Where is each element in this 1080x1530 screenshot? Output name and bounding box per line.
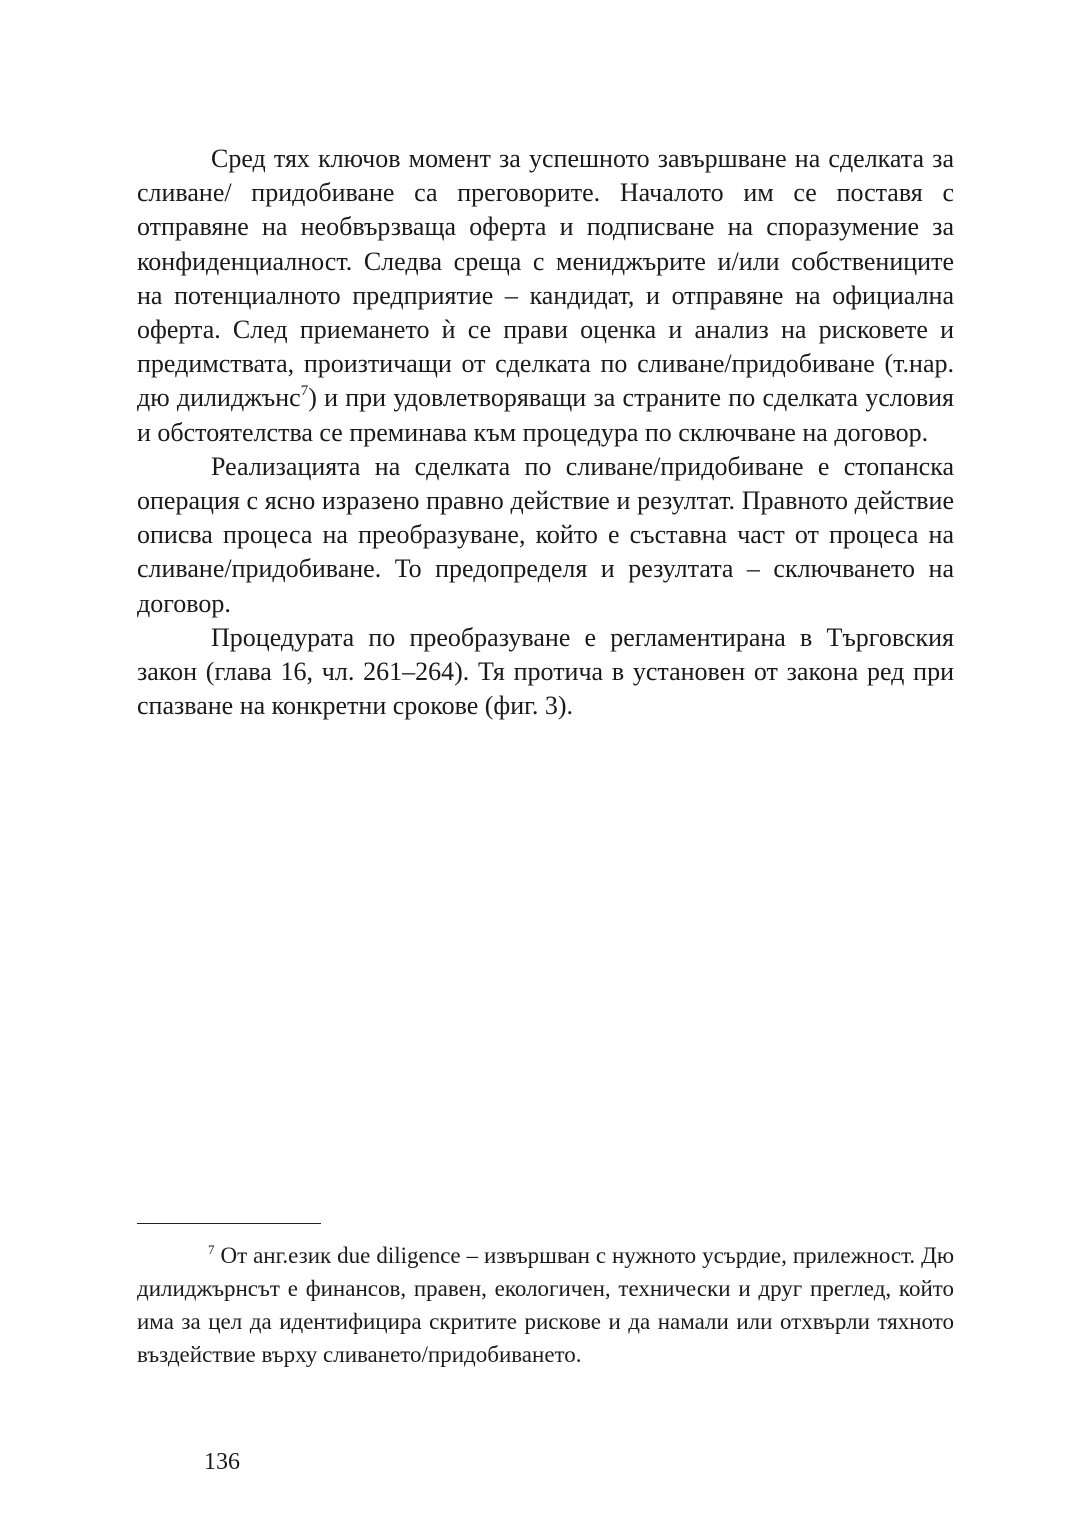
paragraph-procedure: Процедурата по преобразуване е регламентирана в Търговския закон (глава 16, чл. 261–264). Тя протича в установен от закона ред при спазване на конкретни срокове (фиг. 3).: [137, 622, 954, 721]
footnote-number: 7: [208, 1242, 215, 1257]
footnote: [137, 1239, 954, 1371]
footnote-divider: [137, 1223, 321, 1224]
footnote-text: От анг.език due diligence – извършван с нужното усърдие, прилежност. Дю дилиджърнсът е финансов, правен, екологичен, технически и друг преглед, който има за цел да идентифицира скритите рискове и да намали или отхвърли тяхното въздействие върху сливането/придобиването.: [137, 1243, 954, 1367]
paragraph-realization: Реализацията на сделката по сливане/придобиване е стопанска операция с ясно изразено правно действие и резултат. Правното действие описва процеса на преобразуване, който е съставна част от процеса на сливане/придобиване. То предопределя и резултата – сключването на договор.: [137, 451, 954, 618]
footnote-reference: 7: [300, 383, 309, 400]
body-text: [137, 142, 954, 723]
page-number: 136: [204, 1449, 240, 1475]
paragraph-negotiations: [137, 142, 954, 450]
paragraph-text: ) и при удовлетворяващи за страните по сделката условия и обстоятелства се преминава към процедура по сключване на договор.: [137, 383, 954, 447]
paragraph-text: Сред тях ключов момент за успешното завършване на сделката за сливане/ придобиване са преговорите. Началото им се поставя с отправяне на необвързваща оферта и подписване на споразумение за конфиденциалност. Следва среща с мениджърите и/или собствениците на потенциалното предприятие – кандидат, и отправяне на официална оферта. След приемането ѝ се прави оценка и анализ на рисковете и предимствата, произтичащи от сделката по сливане/придобиване (т.нар. дю дилиджънс: [137, 144, 954, 413]
